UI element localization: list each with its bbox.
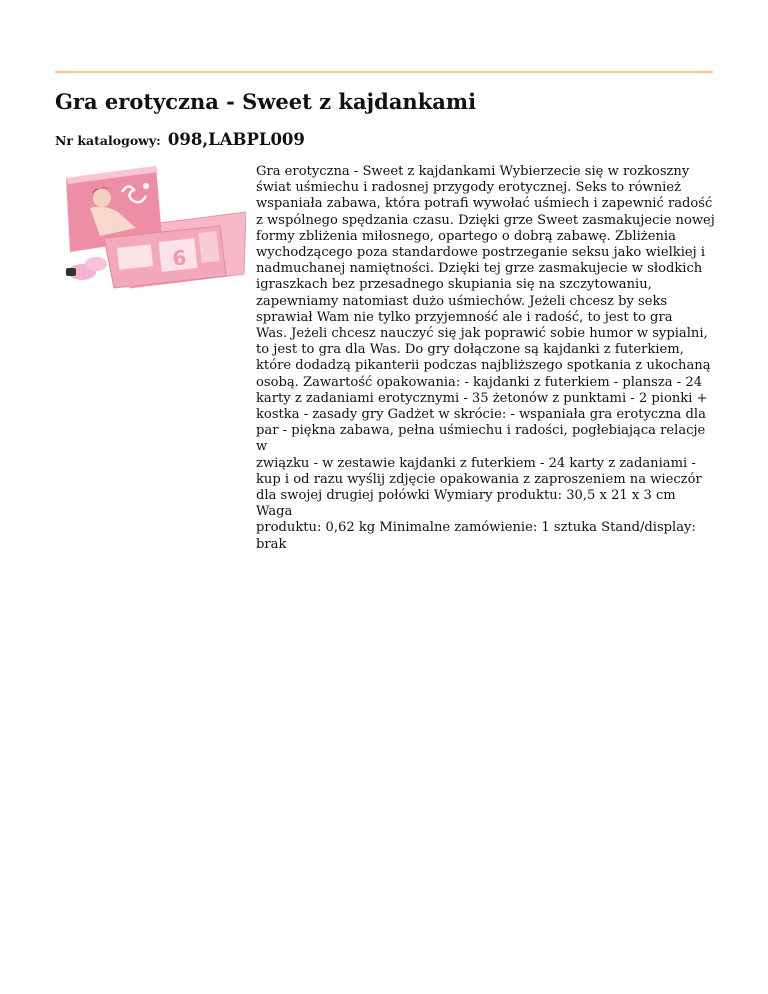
product-image <box>60 164 246 290</box>
handcuffs-fur-second <box>85 257 107 271</box>
product-description: Gra erotyczna - Sweet z kajdankami Wybierzecie się w rozkoszny świat uśmiechu i radosnej przygody erotycznej. Seks to również wspaniała zabawa, która potrafi wywołać uśmiech i zapewnić radość z wspólnego spędzania czasu. Dzięki grze Sweet zasmakujecie nowej formy zbliżenia miłosnego, opartego o dobrą zabawę. Zbliżenia wychodzącego poza standardowe postrzeganie seksu jako wielkiej i nadmuchanej namiętności. Dzięki tej grze zasmakujecie w słodkich igraszkach bez przesadnego skupiania się na szczytowaniu, zapewniamy natomiast dużo uśmiechów. Jeżeli chcesz by seks sprawiał Wam nie tylko przyjemność ale i radość, to jest to gra Was. Jeżeli chcesz nauczyć się jak poprawić sobie humor w sypialni, to jest to gra dla Was. Do gry dołączone są kajdanki z futerkiem, które dodadzą pikanterii podczas najbliższego spotkania z ukochaną osobą. Zawartość opakowania: - kajdanki z futerkiem - plansza - 24 karty z zadaniami erotycznymi - 35 żetonów z punktami - 2 pionki + kostka - zasady gry Gadżet w skrócie: - wspaniała gra erotyczna dla par - piękna zabawa, pełna uśmiechu i radości, pogłebiająca relacje w związku - w zestawie kajdanki z futerkiem - 24 karty z zadaniami - kup i od razu wyślij zdjęcie opakowania z zaproszeniem na wieczór dla swojej drugiej połówki Wymiary produktu: 30,5 x 21 x 3 cm Waga produktu: 0,62 kg Minimalne zamówienie: 1 sztuka Stand/display: brak <box>256 164 715 552</box>
box-logo-dot <box>143 183 149 189</box>
box-figure-head <box>93 189 111 207</box>
handcuffs-lock <box>66 268 76 276</box>
catalog-number-value: 098,LABPL009 <box>167 130 305 149</box>
board-panel-left <box>117 244 153 269</box>
top-divider <box>55 71 713 73</box>
catalog-number-row <box>55 130 305 149</box>
board-panel-edge <box>198 231 219 263</box>
product-photo-graphic <box>60 164 246 290</box>
product-title: Gra erotyczna - Sweet z kajdankami <box>55 89 477 114</box>
board-number: 6 <box>171 245 188 271</box>
catalog-number-label: Nr katalogowy: <box>55 133 161 148</box>
